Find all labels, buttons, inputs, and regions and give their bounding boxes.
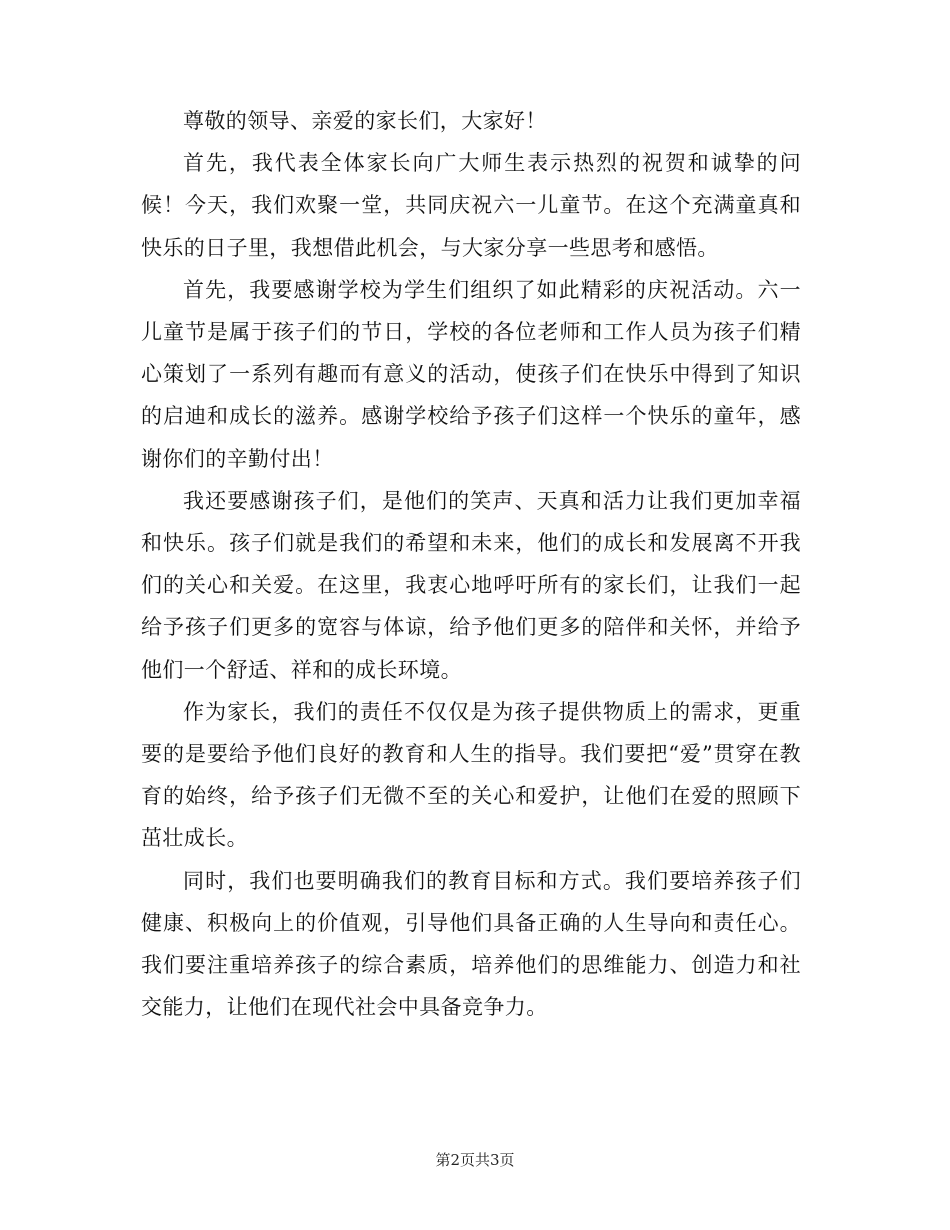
- paragraph-greeting: 尊敬的领导、亲爱的家长们，大家好！: [183, 109, 547, 133]
- paragraph-4: 作为家长，我们的责任不仅仅是为孩子提供物质上的需求，更重要的是要给予他们良好的教育和人生的指导。我们要把“爱”贯穿在教育的始终，给予孩子们无微不至的关心和爱护，让他们在爱的照顾下茁壮成长。: [141, 699, 801, 851]
- paragraph-2: 首先，我要感谢学校为学生们组织了如此精彩的庆祝活动。六一儿童节是属于孩子们的节日，学校的各位老师和工作人员为孩子们精心策划了一系列有趣而有意义的活动，使孩子们在快乐中得到了知识的启迪和成长的滋养。感谢学校给予孩子们这样一个快乐的童年，感谢你们的辛勤付出！: [141, 277, 801, 471]
- page-number-footer: 第2页共3页: [435, 1151, 515, 1169]
- document-body: [141, 100, 801, 1028]
- paragraph-3: 我还要感谢孩子们，是他们的笑声、天真和活力让我们更加幸福和快乐。孩子们就是我们的希望和未来，他们的成长和发展离不开我们的关心和关爱。在这里，我衷心地呼吁所有的家长们，让我们一起给予孩子们更多的宽容与体谅，给予他们更多的陪伴和关怀，并给予他们一个舒适、祥和的成长环境。: [141, 488, 801, 682]
- paragraph-5: 同时，我们也要明确我们的教育目标和方式。我们要培养孩子们健康、积极向上的价值观，引导他们具备正确的人生导向和责任心。我们要注重培养孩子的综合素质，培养他们的思维能力、创造力和社交能力，让他们在现代社会中具备竞争力。: [141, 868, 801, 1020]
- paragraph-1: 首先，我代表全体家长向广大师生表示热烈的祝贺和诚挚的问候！今天，我们欢聚一堂，共同庆祝六一儿童节。在这个充满童真和快乐的日子里，我想借此机会，与大家分享一些思考和感悟。: [141, 151, 801, 260]
